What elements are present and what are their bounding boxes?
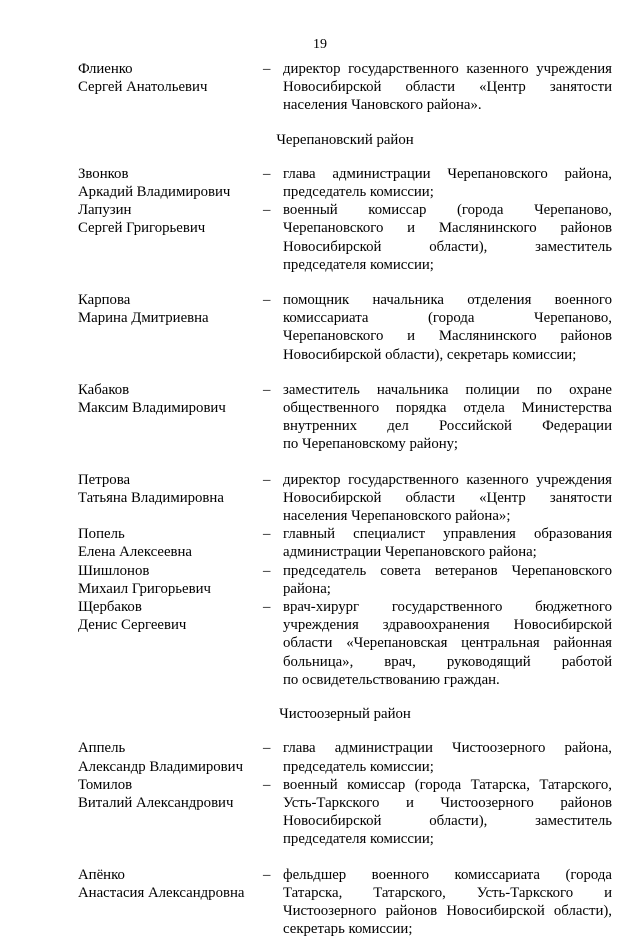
member-position [283, 60, 612, 115]
member-position-line: председателя комиссии; [283, 256, 434, 273]
member-position-line: Черепановского и Маслянинского районов [283, 220, 612, 237]
dash-separator: – [263, 165, 271, 182]
member-position-line: председатель комиссии; [283, 758, 434, 775]
member-name-line: Кабаков [78, 381, 130, 398]
member-position-line: Новосибирской области «Центр занятости [283, 79, 612, 96]
member-position-line: района; [283, 580, 331, 597]
member-position [283, 381, 612, 454]
member-position-line: главный специалист управления образования [283, 526, 612, 543]
member-name [78, 562, 263, 598]
member-name-line: Щербаков [78, 599, 142, 616]
member-name-line: Карпова [78, 292, 131, 309]
block-gap [78, 274, 612, 291]
member-name-line: Денис Сергеевич [78, 617, 187, 634]
member-position [283, 866, 612, 938]
member-position-line: общественного порядка отдела Министерства [283, 400, 612, 417]
member-entry [78, 471, 612, 526]
member-name-line: Лапузин [78, 202, 132, 219]
member-name [78, 776, 263, 849]
member-name-line: Аппель [78, 740, 126, 757]
member-position-line: населения Черепановского района»; [283, 508, 511, 525]
member-position [283, 776, 612, 849]
member-entry [78, 525, 612, 561]
dash-separator: – [263, 740, 271, 757]
member-position-line: врач-хирург государственного бюджетного [283, 599, 612, 616]
member-position-line: фельдшер военного комиссариата (города [283, 866, 612, 883]
member-name [78, 381, 263, 454]
page-number: 19 [313, 37, 327, 52]
dash-separator: – [263, 526, 271, 543]
member-position [283, 739, 612, 775]
member-name [78, 201, 263, 274]
member-position-line: директор государственного казенного учреждения [283, 61, 612, 77]
dash-separator: – [263, 599, 271, 616]
member-entry [78, 739, 612, 775]
member-position-line: области «Черепановская центральная районная [283, 635, 612, 652]
member-position-line: председатель совета ветеранов Черепановского [283, 562, 612, 579]
member-position [283, 562, 612, 598]
member-name-line: Томилов [78, 776, 133, 793]
member-position-line: военный комиссар (города Черепаново, [283, 202, 612, 219]
member-name [78, 739, 263, 775]
member-name-line: Петрова [78, 471, 131, 488]
member-position-line: Татарска, Татарского, Усть-Таркского и [283, 884, 612, 901]
member-position-line: Новосибирской области), заместитель [283, 238, 612, 255]
member-entry [78, 866, 612, 938]
member-name-line: Звонков [78, 165, 129, 182]
member-position-line: Усть-Таркского и Чистоозерного районов [283, 794, 612, 811]
dash-separator: – [263, 776, 271, 793]
section-title: Чистоозерный район [279, 706, 411, 723]
member-name [78, 471, 263, 526]
member-position-line: секретарь комиссии; [283, 921, 413, 938]
member-position-line: председателя комиссии; [283, 831, 434, 848]
member-position [283, 201, 612, 274]
block-gap [78, 689, 612, 705]
block-gap [78, 849, 612, 866]
member-position-line: больница», врач, руководящий работой [283, 653, 612, 670]
member-position [283, 165, 612, 201]
member-name [78, 598, 263, 689]
dash-separator: – [263, 471, 271, 488]
member-name [78, 60, 263, 115]
dash-separator: – [263, 381, 271, 398]
document-body [78, 60, 612, 938]
member-position-line: помощник начальника отделения военного [283, 292, 612, 309]
member-position-line: военный комиссар (города Татарска, Татарского, [283, 776, 612, 793]
member-entry [78, 60, 612, 115]
member-name-line: Сергей Григорьевич [78, 220, 206, 237]
member-entry [78, 291, 612, 364]
member-name-line: Михаил Григорьевич [78, 580, 211, 597]
member-entry [78, 562, 612, 598]
member-name-line: Шишлонов [78, 562, 150, 579]
member-name-line: Татьяна Владимировна [78, 489, 224, 506]
member-position-line: Чистоозерного районов Новосибирской области), [283, 902, 612, 919]
member-name-line: Александр Владимирович [78, 758, 244, 775]
member-entry [78, 776, 612, 849]
member-position-line: Новосибирской области), секретарь комиссии; [283, 346, 577, 363]
member-entry [78, 598, 612, 689]
member-entry [78, 165, 612, 201]
member-position-line: внутренних дел Российской Федерации [283, 418, 612, 435]
member-position-line: глава администрации Чистоозерного района, [283, 740, 612, 757]
dash-separator: – [263, 562, 271, 579]
member-entry [78, 381, 612, 454]
member-name-line: Попель [78, 526, 125, 543]
member-name-line: Елена Алексеевна [78, 544, 192, 561]
member-name [78, 165, 263, 201]
member-position-line: по Черепановскому району; [283, 436, 458, 453]
block-gap [78, 115, 612, 131]
block-gap [78, 454, 612, 471]
member-position [283, 471, 612, 526]
member-position-line: заместитель начальника полиции по охране [283, 381, 612, 398]
member-name-line: Сергей Анатольевич [78, 79, 208, 96]
member-name [78, 291, 263, 364]
member-name [78, 866, 263, 938]
dash-separator: – [263, 61, 271, 77]
member-name-line: Флиенко [78, 61, 133, 77]
member-name [78, 525, 263, 561]
dash-separator: – [263, 292, 271, 309]
member-position-line: Новосибирской области «Центр занятости [283, 489, 612, 506]
member-position-line: населения Чановского района». [283, 97, 482, 114]
block-gap [78, 723, 612, 739]
member-name-line: Аркадий Владимирович [78, 184, 231, 201]
member-position-line: Черепановского и Маслянинского районов [283, 328, 612, 345]
dash-separator: – [263, 202, 271, 219]
member-position-line: комиссариата (города Черепаново, [283, 310, 612, 327]
member-position-line: администрации Черепановского района; [283, 544, 537, 561]
member-name-line: Максим Владимирович [78, 400, 226, 417]
member-position-line: глава администрации Черепановского района, [283, 165, 612, 182]
member-position [283, 525, 612, 561]
member-position-line: председатель комиссии; [283, 184, 434, 201]
block-gap [78, 149, 612, 165]
member-name-line: Апёнко [78, 866, 125, 883]
member-name-line: Виталий Александрович [78, 794, 234, 811]
member-position-line: Новосибирской области), заместитель [283, 813, 612, 830]
member-position-line: учреждения здравоохранения Новосибирской [283, 617, 612, 634]
member-name-line: Марина Дмитриевна [78, 310, 209, 327]
block-gap [78, 364, 612, 381]
member-position [283, 598, 612, 689]
dash-separator: – [263, 866, 271, 883]
member-position-line: директор государственного казенного учреждения [283, 471, 612, 488]
section-title: Черепановский район [276, 131, 414, 148]
member-position [283, 291, 612, 364]
member-name-line: Анастасия Александровна [78, 884, 245, 901]
member-position-line: по освидетельствованию граждан. [283, 671, 500, 688]
member-entry [78, 201, 612, 274]
